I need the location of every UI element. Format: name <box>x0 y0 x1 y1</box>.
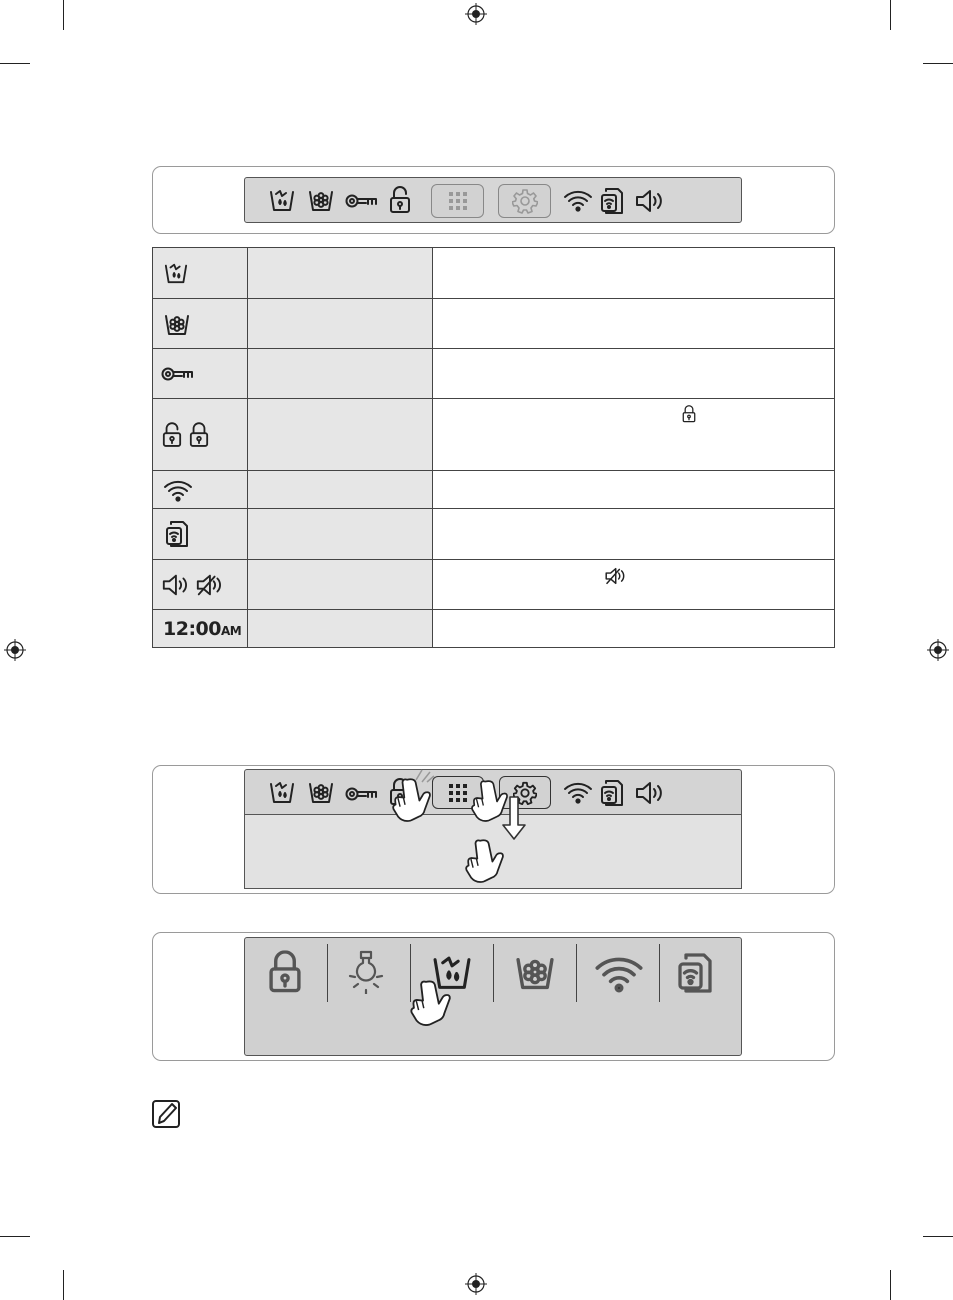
note-icon <box>151 1099 181 1129</box>
clock-time: 12:00 <box>163 617 221 640</box>
table-row <box>153 248 835 299</box>
ice-filter-icon <box>307 779 335 805</box>
ice-filter-icon <box>163 311 191 337</box>
registration-mark-icon <box>4 639 26 661</box>
ice-filter-icon[interactable] <box>512 952 558 992</box>
sound-icon <box>634 189 664 213</box>
crop-mark <box>890 0 891 30</box>
ice-filter-icon <box>307 187 335 213</box>
sound-icon <box>161 573 189 597</box>
clock-ampm: AM <box>220 623 242 638</box>
wifi-icon <box>563 188 593 212</box>
lock-icon <box>189 422 209 448</box>
table-row <box>153 299 835 349</box>
apps-icon <box>448 191 468 211</box>
water-filter-icon <box>163 261 189 285</box>
table-row <box>153 610 835 648</box>
water-filter-icon <box>268 779 296 805</box>
mute-icon <box>604 567 626 585</box>
crop-mark <box>923 1236 953 1237</box>
table-cell-name <box>248 560 433 610</box>
light-bulb-icon[interactable] <box>346 950 386 994</box>
registration-mark-icon <box>465 1273 487 1295</box>
sound-icon <box>634 781 664 805</box>
swipe-down-arrow-icon <box>501 795 527 841</box>
lock-icon <box>682 405 696 423</box>
table-row <box>153 509 835 560</box>
registration-mark-icon <box>927 639 949 661</box>
wifi-icon <box>163 478 193 502</box>
table-cell-description <box>433 248 835 299</box>
apps-button[interactable] <box>431 184 484 218</box>
table-cell-name <box>248 349 433 399</box>
gear-icon <box>512 188 538 214</box>
table-row <box>153 560 835 610</box>
crop-mark <box>890 1270 891 1300</box>
unlock-icon <box>162 422 182 448</box>
table-row <box>153 399 835 471</box>
unlock-icon <box>389 186 411 214</box>
table-cell-name <box>248 509 433 560</box>
smart-device-icon[interactable] <box>677 952 713 994</box>
clock-display <box>153 618 241 640</box>
table-cell-name <box>248 248 433 299</box>
water-filter-icon <box>268 187 296 213</box>
table-cell-name <box>248 610 433 648</box>
lock-icon[interactable] <box>268 950 302 994</box>
table-row <box>153 471 835 509</box>
wifi-icon[interactable] <box>594 953 644 993</box>
key-icon <box>161 365 195 383</box>
crop-mark <box>0 1236 30 1237</box>
wifi-icon <box>563 780 593 804</box>
key-icon <box>345 192 379 210</box>
table-cell-description <box>433 399 835 471</box>
divider <box>659 944 660 1002</box>
table-cell-name <box>248 299 433 349</box>
settings-button[interactable] <box>498 184 551 218</box>
key-icon <box>345 785 379 803</box>
crop-mark <box>923 63 953 64</box>
table-cell-name <box>248 471 433 509</box>
table-cell-description <box>433 610 835 648</box>
table-cell-name <box>248 399 433 471</box>
table-cell-description <box>433 299 835 349</box>
crop-mark <box>0 63 30 64</box>
smart-device-icon <box>165 520 189 548</box>
mute-icon <box>195 573 223 597</box>
divider <box>327 944 328 1002</box>
divider <box>576 944 577 1002</box>
crop-mark <box>63 0 64 30</box>
crop-mark <box>63 1270 64 1300</box>
smart-device-icon <box>600 187 624 215</box>
smart-device-icon <box>600 779 624 807</box>
table-cell-description <box>433 560 835 610</box>
table-cell-description <box>433 349 835 399</box>
icon-description-table <box>152 247 835 648</box>
divider <box>493 944 494 1002</box>
table-row <box>153 349 835 399</box>
table-cell-description <box>433 471 835 509</box>
registration-mark-icon <box>465 3 487 25</box>
table-cell-description <box>433 509 835 560</box>
